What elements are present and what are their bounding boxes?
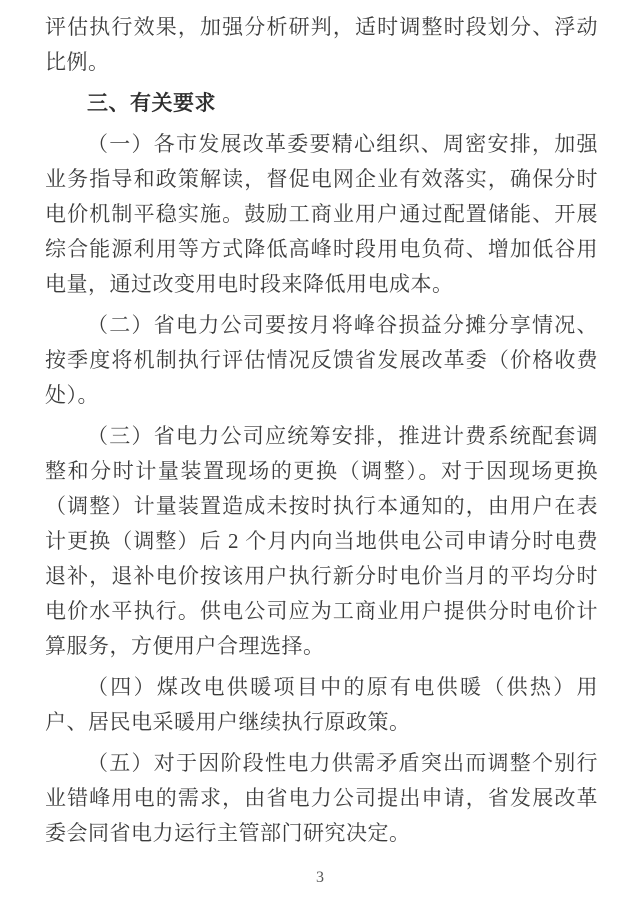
paragraph-item-4: （四）煤改电供暖项目中的原有电供暖（供热）用户、居民电采暖用户继续执行原政策。: [45, 675, 598, 734]
page-number: 3: [316, 869, 324, 886]
paragraph-item-5: （五）对于因阶段性电力供需矛盾突出而调整个别行业错峰用电的需求，由省电力公司提出申请，省发展改革委会同省电力运行主管部门研究决定。: [45, 751, 598, 845]
paragraph-continuation: 评估执行效果，加强分析研判，适时调整时段划分、浮动比例。: [45, 15, 598, 74]
paragraph-item-2: （二）省电力公司要按月将峰谷损益分摊分享情况、按季度将机制执行评估情况反馈省发展改革委（价格收费处）。: [45, 313, 598, 407]
paragraph-item-1: （一）各市发展改革委要精心组织、周密安排，加强业务指导和政策解读，督促电网企业有效落实，确保分时电价机制平稳实施。鼓励工商业用户通过配置储能、开展综合能源利用等方式降低高峰时段用电负荷、增加低谷用电量，通过改变用电时段来降低用电成本。: [45, 132, 598, 296]
paragraph-item-3: （三）省电力公司应统筹安排，推进计费系统配套调整和分时计量装置现场的更换（调整）。对于因现场更换（调整）计量装置造成未按时执行本通知的，由用户在表计更换（调整）后 2 个月内向当地供电公司申请分时电费退补，退补电价按该用户执行新分时电价当月的平均分时电价水平执行。供电公司应为工商业用户提供分时电价计算服务，方便用户合理选择。: [45, 424, 598, 658]
document-content: [45, 10, 598, 857]
section-heading-requirements: 三、有关要求: [87, 92, 216, 115]
